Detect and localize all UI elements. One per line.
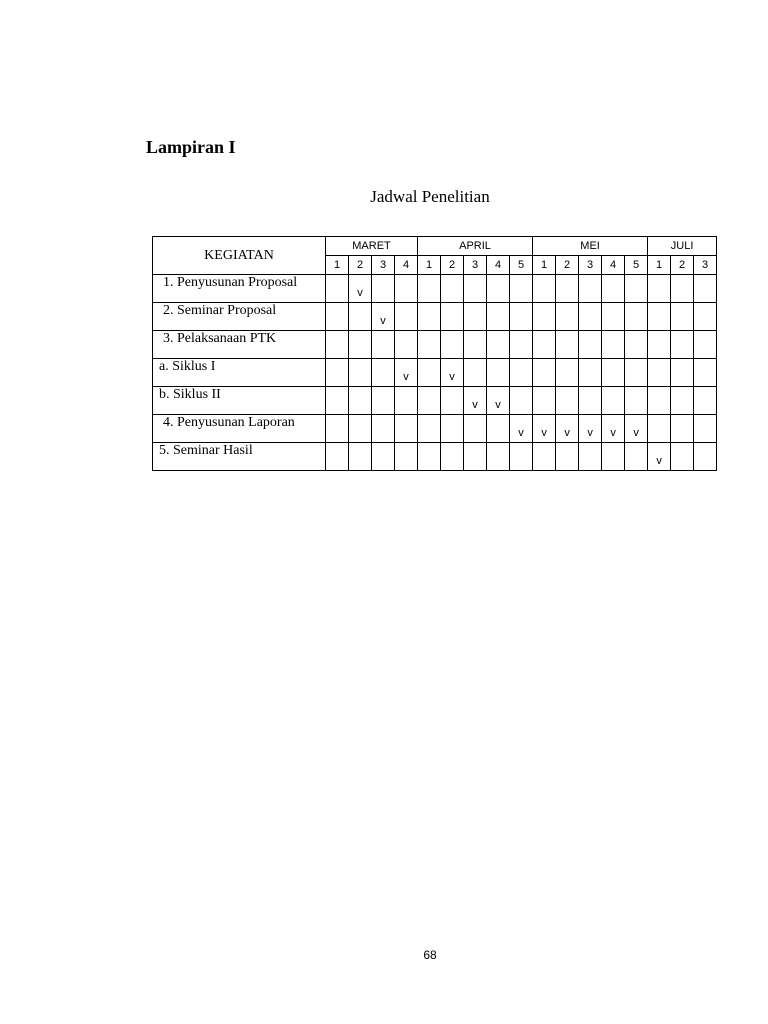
schedule-cell bbox=[326, 443, 349, 471]
schedule-cell bbox=[441, 415, 464, 443]
schedule-cell bbox=[625, 443, 648, 471]
week-header: 4 bbox=[602, 256, 625, 275]
schedule-cell bbox=[671, 443, 694, 471]
schedule-cell bbox=[602, 359, 625, 387]
month-header-maret: MARET bbox=[326, 237, 418, 256]
schedule-cell bbox=[372, 415, 395, 443]
schedule-cell bbox=[648, 359, 671, 387]
schedule-cell bbox=[464, 415, 487, 443]
month-header-april: APRIL bbox=[418, 237, 533, 256]
schedule-cell bbox=[648, 387, 671, 415]
week-header: 1 bbox=[648, 256, 671, 275]
schedule-cell bbox=[671, 331, 694, 359]
table-row bbox=[153, 387, 717, 415]
schedule-cell bbox=[579, 359, 602, 387]
schedule-cell bbox=[326, 415, 349, 443]
schedule-cell bbox=[418, 387, 441, 415]
schedule-cell bbox=[487, 303, 510, 331]
schedule-cell bbox=[625, 359, 648, 387]
schedule-cell: v bbox=[349, 275, 372, 303]
schedule-cell bbox=[625, 331, 648, 359]
schedule-cell bbox=[441, 331, 464, 359]
schedule-table-header bbox=[153, 237, 717, 275]
table-row bbox=[153, 359, 717, 387]
schedule-cell bbox=[556, 443, 579, 471]
schedule-cell: v bbox=[510, 415, 533, 443]
schedule-cell bbox=[418, 275, 441, 303]
schedule-cell bbox=[372, 387, 395, 415]
schedule-cell bbox=[648, 331, 671, 359]
schedule-cell bbox=[556, 331, 579, 359]
schedule-cell bbox=[533, 303, 556, 331]
schedule-cell bbox=[602, 387, 625, 415]
schedule-cell bbox=[602, 443, 625, 471]
table-row bbox=[153, 303, 717, 331]
schedule-cell bbox=[694, 303, 717, 331]
schedule-cell bbox=[395, 303, 418, 331]
schedule-cell bbox=[510, 275, 533, 303]
schedule-cell bbox=[326, 275, 349, 303]
schedule-cell bbox=[533, 359, 556, 387]
page-number: 68 bbox=[423, 948, 437, 962]
activity-label: 3. Pelaksanaan PTK bbox=[153, 331, 326, 359]
schedule-cell bbox=[510, 359, 533, 387]
schedule-cell bbox=[602, 275, 625, 303]
schedule-cell bbox=[510, 303, 533, 331]
schedule-cell bbox=[556, 359, 579, 387]
week-header: 3 bbox=[579, 256, 602, 275]
week-header: 2 bbox=[349, 256, 372, 275]
schedule-cell bbox=[533, 443, 556, 471]
schedule-cell bbox=[464, 443, 487, 471]
schedule-cell bbox=[349, 359, 372, 387]
schedule-cell bbox=[418, 443, 441, 471]
activity-label: 4. Penyusunan Laporan bbox=[153, 415, 326, 443]
activity-column-header: KEGIATAN bbox=[153, 237, 326, 275]
schedule-cell bbox=[533, 331, 556, 359]
schedule-cell bbox=[510, 387, 533, 415]
schedule-cell bbox=[349, 303, 372, 331]
week-header: 2 bbox=[556, 256, 579, 275]
schedule-cell bbox=[464, 275, 487, 303]
schedule-cell bbox=[671, 415, 694, 443]
week-header: 1 bbox=[418, 256, 441, 275]
schedule-cell bbox=[694, 275, 717, 303]
schedule-cell bbox=[372, 275, 395, 303]
schedule-table-body bbox=[153, 275, 717, 471]
schedule-cell bbox=[533, 387, 556, 415]
schedule-cell bbox=[510, 331, 533, 359]
schedule-cell bbox=[349, 331, 372, 359]
schedule-cell bbox=[395, 415, 418, 443]
schedule-table bbox=[152, 236, 717, 471]
table-row bbox=[153, 275, 717, 303]
schedule-cell bbox=[441, 275, 464, 303]
schedule-cell bbox=[372, 359, 395, 387]
schedule-cell bbox=[326, 331, 349, 359]
week-header: 3 bbox=[464, 256, 487, 275]
week-header: 1 bbox=[533, 256, 556, 275]
schedule-cell bbox=[510, 443, 533, 471]
schedule-cell bbox=[671, 387, 694, 415]
schedule-cell bbox=[349, 415, 372, 443]
schedule-cell bbox=[579, 303, 602, 331]
week-header: 2 bbox=[441, 256, 464, 275]
schedule-cell bbox=[671, 303, 694, 331]
schedule-cell bbox=[441, 387, 464, 415]
week-header: 4 bbox=[487, 256, 510, 275]
activity-label: 2. Seminar Proposal bbox=[153, 303, 326, 331]
schedule-cell bbox=[487, 443, 510, 471]
schedule-cell bbox=[487, 331, 510, 359]
schedule-title: Jadwal Penelitian bbox=[370, 187, 490, 206]
week-header: 3 bbox=[372, 256, 395, 275]
schedule-cell bbox=[533, 275, 556, 303]
month-header-mei: MEI bbox=[533, 237, 648, 256]
schedule-cell: v bbox=[533, 415, 556, 443]
schedule-cell bbox=[579, 387, 602, 415]
schedule-cell bbox=[487, 415, 510, 443]
schedule-cell bbox=[579, 331, 602, 359]
table-row bbox=[153, 443, 717, 471]
schedule-cell bbox=[349, 387, 372, 415]
table-row bbox=[153, 415, 717, 443]
schedule-cell bbox=[602, 331, 625, 359]
schedule-cell bbox=[694, 359, 717, 387]
schedule-cell bbox=[694, 443, 717, 471]
schedule-cell: v bbox=[625, 415, 648, 443]
week-header: 1 bbox=[326, 256, 349, 275]
schedule-cell: v bbox=[372, 303, 395, 331]
activity-label: a. Siklus I bbox=[153, 359, 326, 387]
schedule-cell bbox=[395, 443, 418, 471]
month-header-juli: JULI bbox=[648, 237, 717, 256]
schedule-cell bbox=[487, 275, 510, 303]
schedule-cell bbox=[326, 359, 349, 387]
schedule-cell bbox=[602, 303, 625, 331]
schedule-cell bbox=[648, 415, 671, 443]
schedule-cell: v bbox=[602, 415, 625, 443]
schedule-cell: v bbox=[464, 387, 487, 415]
schedule-cell bbox=[625, 387, 648, 415]
schedule-cell bbox=[418, 331, 441, 359]
schedule-cell bbox=[395, 387, 418, 415]
activity-label: b. Siklus II bbox=[153, 387, 326, 415]
schedule-cell: v bbox=[556, 415, 579, 443]
schedule-cell bbox=[372, 443, 395, 471]
schedule-cell bbox=[464, 359, 487, 387]
activity-label: 5. Seminar Hasil bbox=[153, 443, 326, 471]
schedule-cell bbox=[349, 443, 372, 471]
schedule-cell bbox=[556, 303, 579, 331]
schedule-cell bbox=[625, 275, 648, 303]
week-header: 3 bbox=[694, 256, 717, 275]
schedule-cell bbox=[579, 443, 602, 471]
activity-label: 1. Penyusunan Proposal bbox=[153, 275, 326, 303]
schedule-cell bbox=[487, 359, 510, 387]
schedule-cell bbox=[441, 303, 464, 331]
schedule-cell: v bbox=[487, 387, 510, 415]
week-header: 4 bbox=[395, 256, 418, 275]
schedule-cell bbox=[694, 415, 717, 443]
schedule-cell bbox=[464, 303, 487, 331]
schedule-cell bbox=[395, 331, 418, 359]
schedule-cell bbox=[372, 331, 395, 359]
schedule-cell bbox=[395, 275, 418, 303]
table-row bbox=[153, 331, 717, 359]
schedule-cell bbox=[418, 359, 441, 387]
schedule-cell bbox=[556, 387, 579, 415]
schedule-cell bbox=[418, 303, 441, 331]
week-header: 5 bbox=[625, 256, 648, 275]
schedule-cell bbox=[648, 303, 671, 331]
schedule-cell bbox=[556, 275, 579, 303]
week-header: 2 bbox=[671, 256, 694, 275]
week-header: 5 bbox=[510, 256, 533, 275]
schedule-cell: v bbox=[648, 443, 671, 471]
schedule-cell bbox=[671, 359, 694, 387]
schedule-cell bbox=[648, 275, 671, 303]
schedule-cell bbox=[418, 415, 441, 443]
schedule-cell bbox=[694, 331, 717, 359]
schedule-cell: v bbox=[441, 359, 464, 387]
schedule-cell bbox=[464, 331, 487, 359]
schedule-cell: v bbox=[579, 415, 602, 443]
schedule-cell bbox=[326, 387, 349, 415]
schedule-cell bbox=[441, 443, 464, 471]
schedule-cell bbox=[625, 303, 648, 331]
schedule-cell bbox=[579, 275, 602, 303]
appendix-heading: Lampiran I bbox=[146, 137, 236, 157]
schedule-cell: v bbox=[395, 359, 418, 387]
schedule-cell bbox=[671, 275, 694, 303]
schedule-cell bbox=[694, 387, 717, 415]
schedule-cell bbox=[326, 303, 349, 331]
